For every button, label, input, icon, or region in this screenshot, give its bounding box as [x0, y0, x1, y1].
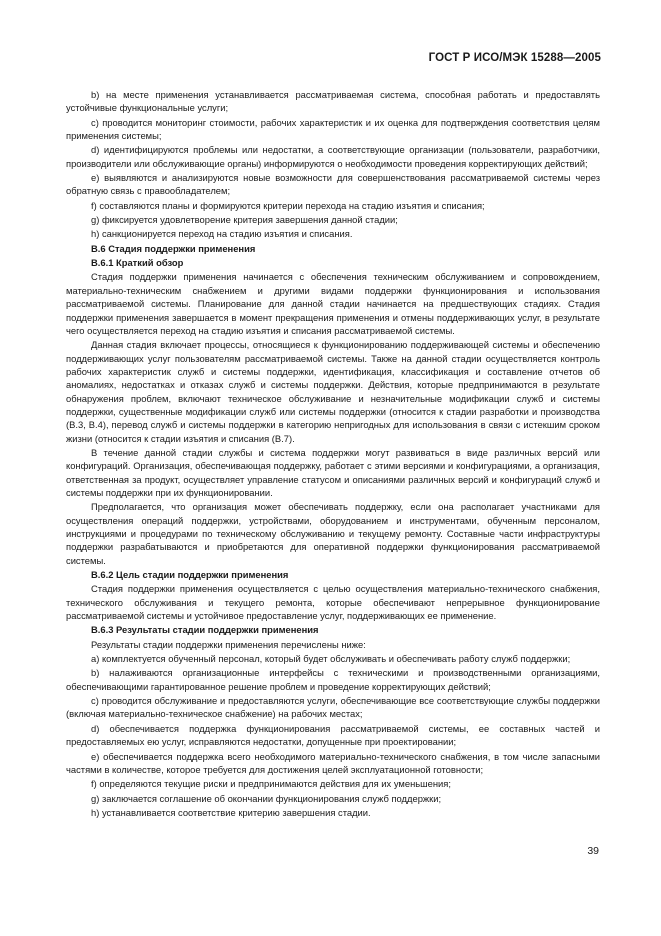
standard-code-header: ГОСТ Р ИСО/МЭК 15288—2005: [428, 52, 601, 64]
paragraph: f) составляются планы и формируются критерии перехода на стадию изъятия и списания;: [91, 199, 485, 211]
section-heading: В.6.2 Цель стадии поддержки применения: [91, 569, 289, 581]
paragraph: d) идентифицируются проблемы или недостатки, а соответствующие организации (пользователи, разработчики, производители или обслуживающие органы) информируются о необходимости проведения корректирующих действий;: [66, 144, 600, 169]
paragraph: Предполагается, что организация может обеспечивать поддержку, если она располагает участниками для осуществления операций поддержки, устройствами, оборудованием и инструментами, обученным персоналом, инструкциями и процедурами по техническому обслуживанию и текущему ремонту. Составные части инфраструктуры поддержки разрабатываются и приобретаются для оперативной поддержки функционирования рассматриваемой системы.: [66, 501, 600, 566]
paragraph: Результаты стадии поддержки применения перечислены ниже:: [91, 638, 366, 650]
paragraph: Данная стадия включает процессы, относящиеся к функционированию поддерживающей системы и обеспечению поддерживающих услуг пользователям рассматриваемой системы. Также на данной стадии осуществляется контроль рабочих характеристик служб и системы поддержки, идентификация, классификация и составление отчетов об аномалиях, недостатках и отказах служб и системы поддержки. Действия, которые предпринимаются в результате обнаружения проблем, включают техническое обслуживание и незначительные модификации служб и системы поддержки, существенные модификации служб или системы поддержки (относится к стадии разработки и производства (В.3, В.4), перевод служб и системы поддержки в категорию непригодных для использования в связи с истекшим сроком жизни (относится к стадии изъятия и списания (В.7).: [66, 339, 600, 444]
paragraph: c) проводится мониторинг стоимости, рабочих характеристик и их оценка для подтверждения соответствия целям применения системы;: [66, 116, 600, 142]
paragraph: g) фиксируется удовлетворение критерия завершения данной стадии;: [91, 214, 398, 226]
paragraph: Стадия поддержки применения начинается с обеспечения техническим обслуживанием и сопровождением, материально-техническим снабжением и другими видами поддержки функционирования и использования рассматриваемой системы. Планирование для данной стадии начинается на предшествующих стадиях. Стадия поддержки применения завершается в момент прекращения применения и отмены поддерживающих услуг, в результате чего осуществляется переход на стадию изъятия и списания рассматриваемой системы.: [66, 271, 600, 336]
paragraph: h) устанавливается соответствие критерию завершения стадии.: [91, 806, 371, 818]
paragraph: f) определяются текущие риски и предпринимаются действия для их уменьшения;: [91, 778, 451, 790]
paragraph: h) санкционируется переход на стадию изъятия и списания.: [91, 228, 353, 240]
paragraph: d) обеспечивается поддержка функционирования рассматриваемой системы, ее составных частей и предоставляемых ею услуг, исправляются недостатки, допущенные при проектировании;: [66, 722, 600, 748]
paragraph: В течение данной стадии службы и система поддержки могут развиваться в виде различных версий или конфигураций. Организация, обеспечивающая поддержку, работает с этими версиями и конфигурациями, а организация, ответственная за продукт, осуществляет управление статусом и описаниями различных версий и конфигураций служб и системы поддержки при их функционировании.: [66, 446, 600, 498]
body-text: [66, 88, 600, 820]
page-number: 39: [587, 845, 599, 857]
section-heading: В.6 Стадия поддержки применения: [91, 242, 256, 254]
paragraph: b) налаживаются организационные интерфейсы с техническими и производственными организациями, обеспечивающими гарантированное решение проблем и проведение корректирующих действий;: [66, 667, 600, 692]
section-heading: В.6.3 Результаты стадии поддержки применения: [91, 624, 319, 636]
paragraph: b) на месте применения устанавливается рассматриваемая система, способная работать и предоставлять устойчивые функциональные услуги;: [66, 89, 600, 114]
paragraph: a) комплектуется обученный персонал, который будет обслуживать и обеспечивать работу служб поддержки;: [91, 653, 571, 665]
section-heading: В.6.1 Краткий обзор: [91, 257, 184, 269]
paragraph: Стадия поддержки применения осуществляется с целью осуществления материально-технического снабжения, технического обслуживания и текущего ремонта, которые обеспечивают непрерывное функционирование рассматриваемой системы и устойчивое предоставление услуг, поддерживающих ее применение.: [66, 583, 600, 622]
paragraph: e) обеспечивается поддержка всего необходимого материально-технического снабжения, в том числе запасными частями в количестве, которое требуется для достижения целей эксплуатационной готовности;: [66, 750, 600, 775]
paragraph: c) проводится обслуживание и предоставляются услуги, обеспечивающие все соответствующие службы поддержки (включая материально-техническое снабжение) на рабочих местах;: [66, 695, 600, 720]
paragraph: e) выявляются и анализируются новые возможности для совершенствования рассматриваемой системы через обратную связь с правообладателем;: [66, 172, 600, 197]
paragraph: g) заключается соглашение об окончании функционирования служб поддержки;: [91, 792, 442, 804]
